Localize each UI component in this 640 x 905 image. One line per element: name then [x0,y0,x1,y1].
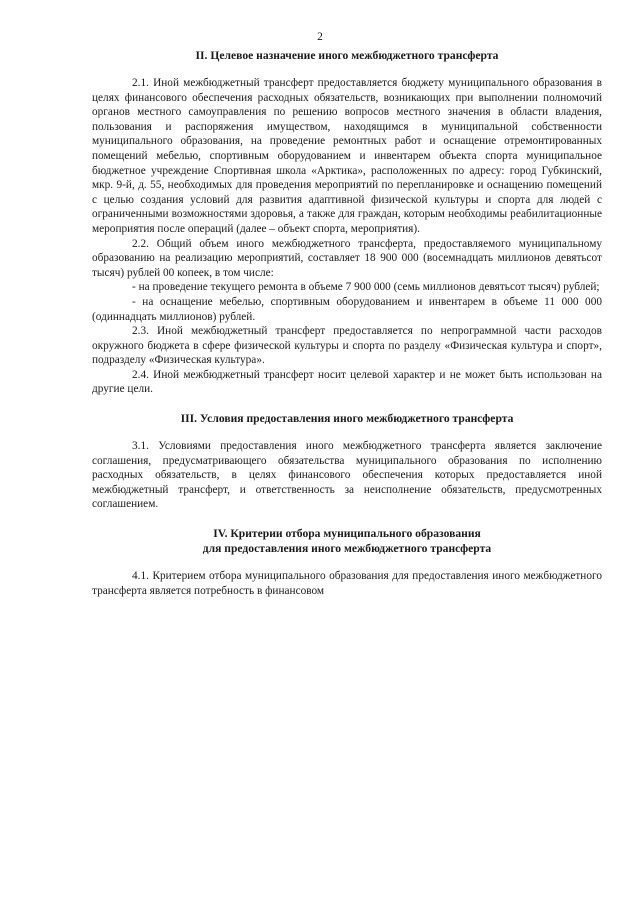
section-4-heading-line-1: IV. Критерии отбора муниципального образования [213,527,481,541]
paragraph-2-2: 2.2. Общий объем иного межбюджетного трансферта, предоставляемого муниципальному образованию на реализацию мероприятий, составляет 18 900 000 (восемнадцать миллионов девятьсот тысяч) рублей 00 копеек, в том числе: [92,237,602,279]
section-3-heading: III. Условия предоставления иного межбюджетного трансферта [180,412,514,426]
list-item-equipment: - на оснащение мебелью, спортивным оборудованием и инвентарем в объеме 11 000 000 (одиннадцать миллионов) рублей. [92,295,602,323]
section-4-heading-line-2: для предоставления иного межбюджетного трансферта [202,542,492,556]
paragraph-2-4: 2.4. Иной межбюджетный трансферт носит целевой характер и не может быть использован на другие цели. [92,368,602,396]
section-4-heading [92,526,602,556]
paragraph-2-3: 2.3. Иной межбюджетный трансферт предоставляется по непрограммной части расходов окружного бюджета в сфере физической культуры и спорта по разделу «Физическая культура и спорт», подразделу «Физическая культура». [92,325,602,367]
document-body [92,48,602,598]
paragraph-2-1: 2.1. Иной межбюджетный трансферт предоставляется бюджету муниципального образования в целях финансового обеспечения расходных обязательств, возникающих при выполнении полномочий органов местного самоуправления по решению вопросов местного значения в области владения, пользования и распоряжения имуществом, находящимся в муниципальной собственности муниципального образования, на проведение ремонтных работ и оснащение отремонтированных помещений мебелью, спортивным оборудованием и инвентарем объекта спорта муниципальное бюджетное учреждение Спортивная школа «Арктика», расположенных по адресу: город Губкинский, мкр. 9-й, д. 55, необходимых для проведения мероприятий по перепланировке и оснащению помещений с целью создания условий для развития адаптивной физической культуры и спорта для людей с ограниченными возможностями здоровья, а также для граждан, которым необходимы реабилитационные мероприятия после операций (далее – объект спорта, мероприятия). [92,77,602,235]
page-number: 2 [317,31,323,43]
paragraph-4-1: 4.1. Критерием отбора муниципального образования для предоставления иного межбюджетного трансферта является потребность в финансовом [92,570,602,597]
section-2-heading: II. Целевое назначение иного межбюджетного трансферта [195,49,499,62]
list-item-repair: - на проведение текущего ремонта в объеме 7 900 000 (семь миллионов девятьсот тысяч) рублей; [132,281,600,294]
paragraph-3-1: 3.1. Условиями предоставления иного межбюджетного трансферта является заключение соглашения, предусматривающего обязательства муниципального образования по исполнению расходных обязательств, в целях финансового обеспечения которых предоставляется иной межбюджетный трансферт, и ответственность за неисполнение обязательств, предусмотренных соглашением. [92,440,602,511]
